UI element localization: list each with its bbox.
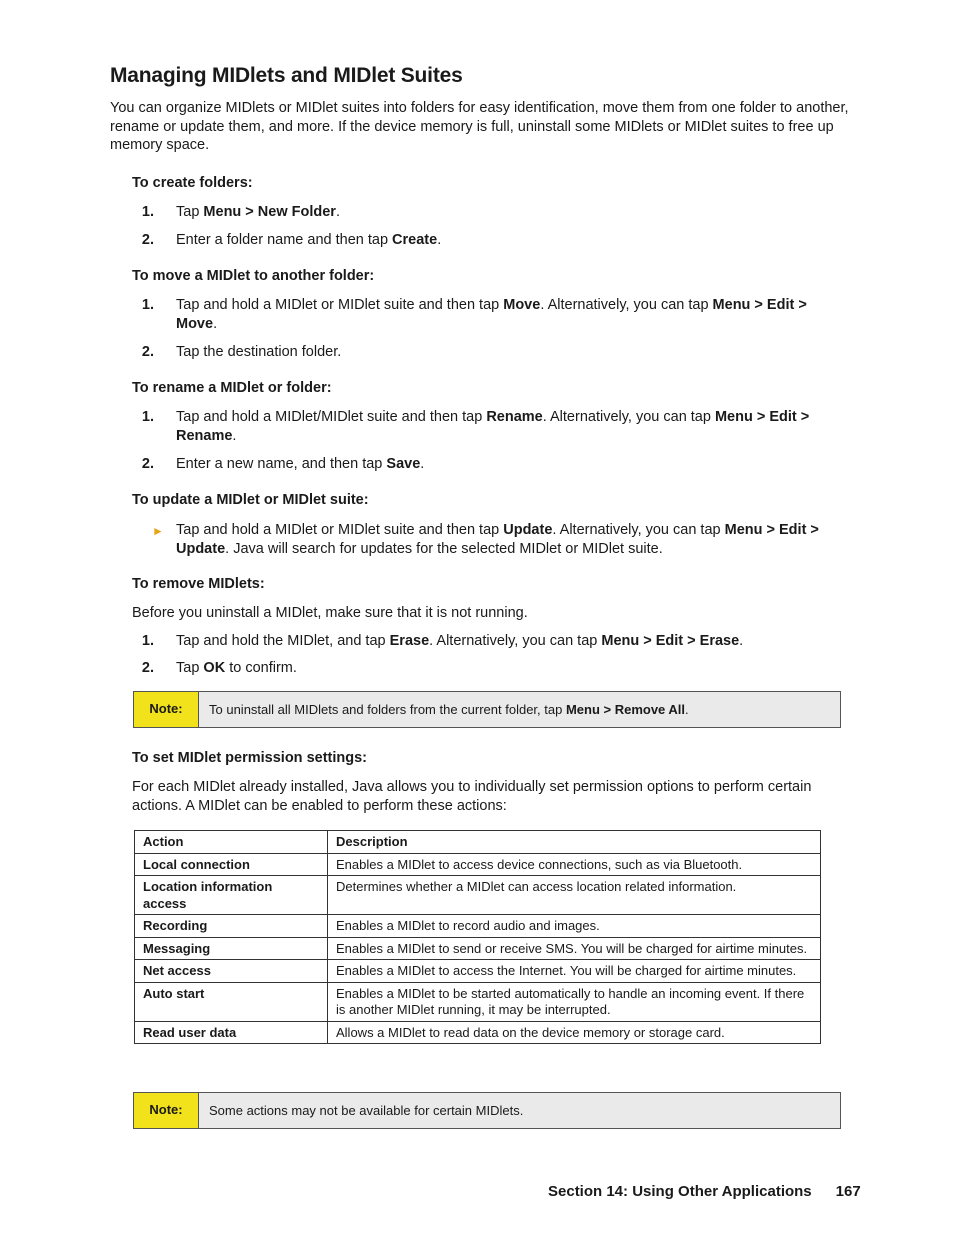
note-text: To uninstall all MIDlets and folders from the current folder, tap Menu > Remove All. — [209, 702, 689, 717]
heading-remove-midlets: To remove MIDlets: — [132, 576, 265, 592]
note-box-remove-all — [133, 691, 841, 728]
bullet-arrow-icon: ► — [152, 524, 164, 538]
note-label: Note: — [134, 692, 199, 727]
page-footer — [548, 1183, 861, 1200]
intro-paragraph: You can organize MIDlets or MIDlet suites into folders for easy identification, move them from one folder to another, rename or update them, and more. If the device memory is full, uninstall some MIDlets or MIDlet suites to free up memory space. — [110, 100, 849, 153]
description-cell: Determines whether a MIDlet can access location related information. — [328, 876, 821, 915]
column-header-description: Description — [328, 831, 821, 854]
footer-section-title: Section 14: Using Other Applications — [548, 1183, 812, 1200]
description-cell: Allows a MIDlet to read data on the device memory or storage card. — [328, 1021, 821, 1044]
heading-rename-midlet: To rename a MIDlet or folder: — [132, 380, 332, 396]
description-cell: Enables a MIDlet to access device connections, such as via Bluetooth. — [328, 853, 821, 876]
table-header-row — [135, 831, 821, 854]
page-number: 167 — [835, 1183, 861, 1200]
description-cell: Enables a MIDlet to be started automatically to handle an incoming event. If there is another MIDlet running, it may be interrupted. — [328, 982, 821, 1021]
action-cell: Recording — [135, 915, 328, 938]
description-cell: Enables a MIDlet to send or receive SMS. You will be charged for airtime minutes. — [328, 937, 821, 960]
table-row — [135, 937, 821, 960]
heading-create-folders: To create folders: — [132, 175, 253, 191]
table-row — [135, 1021, 821, 1044]
heading-update-midlet: To update a MIDlet or MIDlet suite: — [132, 492, 369, 508]
table-row — [135, 982, 821, 1021]
permission-paragraph: For each MIDlet already installed, Java allows you to individually set permission options to perform certain actions. A MIDlet can be enabled to perform these actions: — [132, 779, 812, 814]
remove-paragraph: Before you uninstall a MIDlet, make sure that it is not running. — [132, 605, 528, 621]
heading-move-midlet: To move a MIDlet to another folder: — [132, 268, 375, 284]
action-cell: Auto start — [135, 982, 328, 1021]
action-cell: Read user data — [135, 1021, 328, 1044]
description-cell: Enables a MIDlet to access the Internet. You will be charged for airtime minutes. — [328, 960, 821, 983]
action-cell: Messaging — [135, 937, 328, 960]
permission-table — [134, 830, 821, 1044]
note-box-actions — [133, 1092, 841, 1129]
table-row — [135, 960, 821, 983]
table-row — [135, 876, 821, 915]
action-cell: Local connection — [135, 853, 328, 876]
note-label: Note: — [134, 1093, 199, 1128]
table-row — [135, 853, 821, 876]
action-cell: Location information access — [135, 876, 328, 915]
column-header-action: Action — [135, 831, 328, 854]
table-row — [135, 915, 821, 938]
description-cell: Enables a MIDlet to record audio and images. — [328, 915, 821, 938]
heading-permission-settings: To set MIDlet permission settings: — [132, 750, 367, 766]
note-text: Some actions may not be available for certain MIDlets. — [209, 1103, 524, 1118]
page-title: Managing MIDlets and MIDlet Suites — [110, 64, 463, 87]
action-cell: Net access — [135, 960, 328, 983]
